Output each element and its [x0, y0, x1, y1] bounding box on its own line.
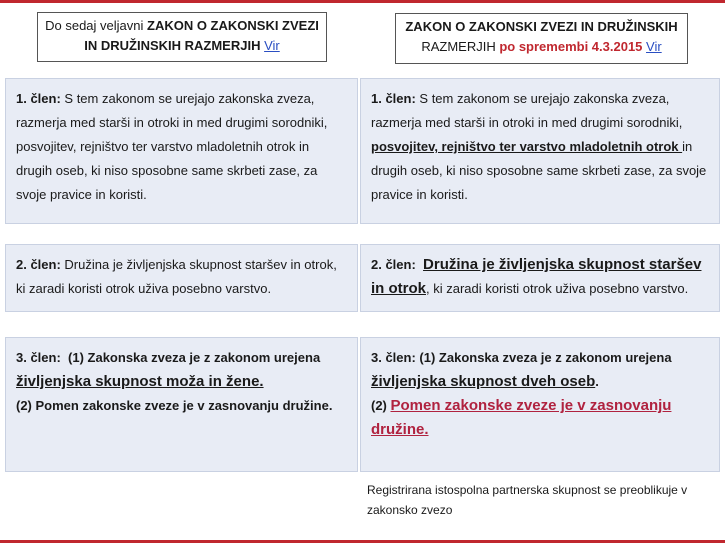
article1-text-right-emph: posvojitev, rejništvo ter varstvo mladoletnih otrok: [371, 139, 683, 154]
article3-p2-right-num: (2): [371, 398, 391, 413]
article1-text-right-a: S tem zakonom se urejajo zakonska zveza, razmerja med starši in otroki in med drugimi sorodniki,: [371, 91, 683, 130]
article1-current: [5, 78, 358, 224]
header-left-prefix: Do sedaj veljavni: [45, 18, 147, 33]
article3-p2-left: (2) Pomen zakonske zveze je v zasnovanju družine.: [16, 398, 333, 413]
article3-p1-left: (1) Zakonska zveza je z zakonom urejena: [68, 350, 321, 365]
article3-current: [5, 337, 358, 472]
article3-p2-right-emph: Pomen zakonske zveze je v zasnovanju družine.: [371, 397, 672, 438]
article1-amended: [360, 78, 720, 224]
header-amended-law: [395, 13, 688, 64]
amendment-date: po spremembi 4.3.2015: [499, 39, 643, 54]
article2-label-left: 2. člen:: [16, 257, 61, 272]
article3-p1-right-end: .: [595, 374, 599, 389]
header-right-title-line2: RAZMERJIH: [421, 39, 496, 54]
article3-p1-right: (1) Zakonska zveza je z zakonom urejena: [419, 350, 672, 365]
article1-label-left: 1. člen:: [16, 91, 61, 106]
article1-text-right-b: in drugih oseb, ki niso sposobne same skrbeti zase, za svoje pravice in koristi.: [371, 139, 707, 202]
header-right-title-line1: ZAKON O ZAKONSKI ZVEZI IN DRUŽINSKIH: [405, 19, 678, 34]
source-link-right[interactable]: Vir: [646, 39, 662, 54]
article2-text-right-emph: Družina je življenjska skupnost staršev in otrok: [371, 256, 702, 297]
header-current-law: [37, 12, 327, 62]
article1-text-left: S tem zakonom se urejajo zakonska zveza, razmerja med starši in otroki in med drugimi sorodniki, posvojitev, rejništvo ter varstvo mladoletnih otrok in drugih oseb, ki niso sposobne same skrbeti zase, za svoje pravice in koristi.: [16, 91, 328, 202]
article2-amended: [360, 244, 720, 312]
header-left-title: ZAKON O ZAKONSKI ZVEZI IN DRUŽINSKIH RAZMERJIH: [84, 18, 319, 53]
article2-text-right-rest: , ki zaradi koristi otrok uživa posebno varstvo.: [426, 281, 689, 296]
article3-p1-left-emph: življenjska skupnost moža in žene.: [16, 373, 264, 390]
article3-amended: [360, 337, 720, 472]
article1-label-right: 1. člen:: [371, 91, 416, 106]
top-accent-bar: [0, 0, 725, 3]
article3-label-left: 3. člen:: [16, 350, 61, 365]
article3-p1-right-emph: življenjska skupnost dveh oseb: [371, 373, 596, 390]
article2-current: [5, 244, 358, 312]
article2-label-right: 2. člen:: [371, 257, 416, 272]
source-link-left[interactable]: Vir: [264, 38, 280, 53]
partnership-note: Registrirana istospolna partnerska skupnost se preoblikuje v zakonsko zvezo: [367, 483, 688, 517]
article2-text-left: Družina je življenjska skupnost staršev in otrok, ki zaradi koristi otrok uživa posebno varstvo.: [16, 257, 337, 296]
article3-label-right: 3. člen:: [371, 350, 416, 365]
